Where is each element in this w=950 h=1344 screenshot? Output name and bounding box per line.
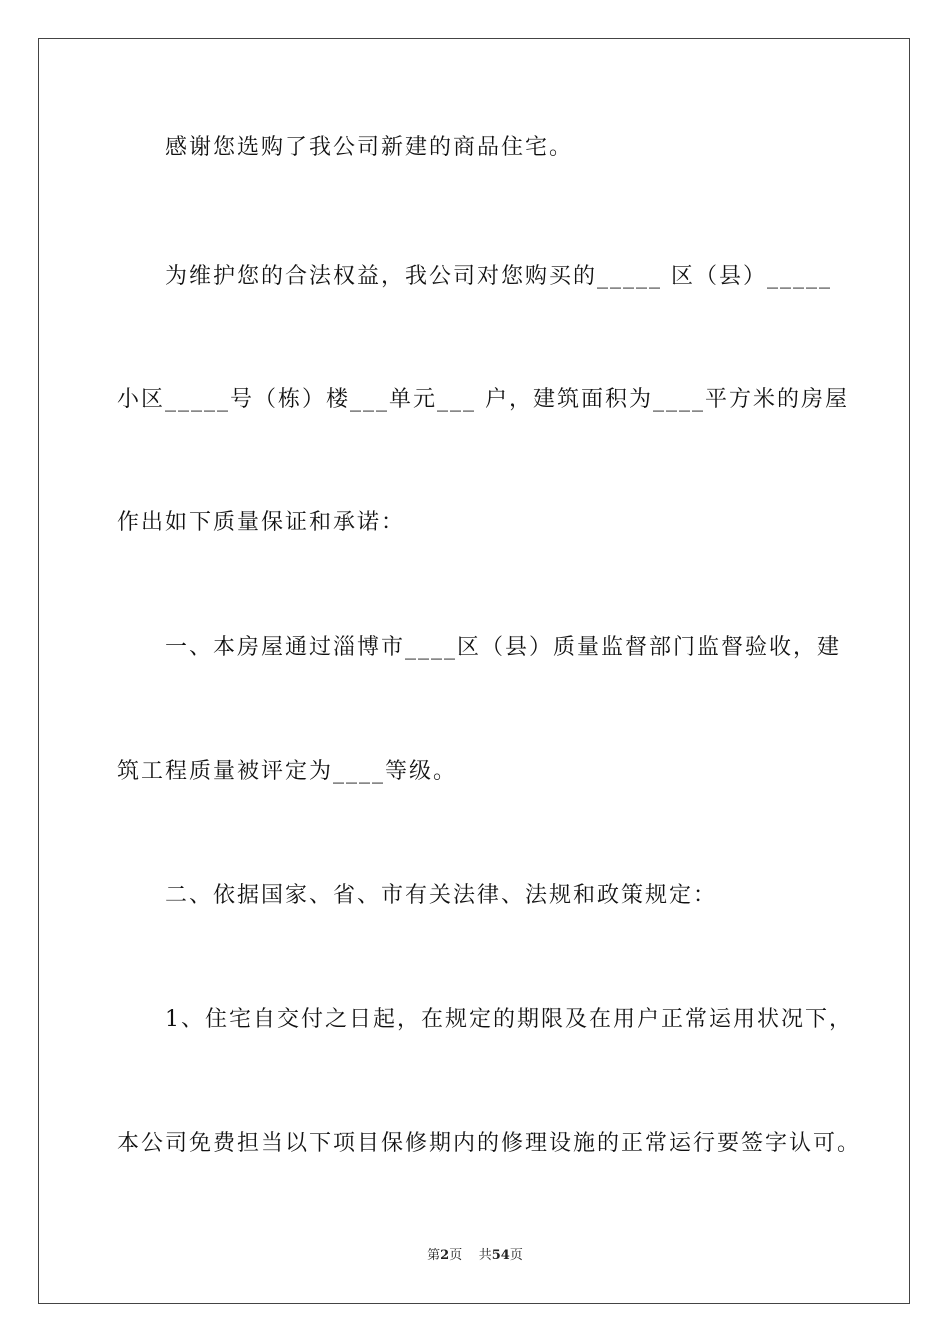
- footer-total-suffix: 页: [509, 1248, 523, 1263]
- page-border: [38, 38, 910, 1304]
- paragraph-line-2: 为维护您的合法权益，我公司对您购买的_____ 区（县）_____: [165, 264, 832, 289]
- footer-page-prefix: 第: [427, 1248, 441, 1263]
- footer-page-total: 54: [491, 1248, 510, 1263]
- paragraph-line-1: 感谢您选购了我公司新建的商品住宅。: [165, 135, 574, 160]
- footer-total-prefix: 共: [478, 1248, 492, 1263]
- paragraph-line-4: 作出如下质量保证和承诺：: [117, 510, 406, 535]
- footer-page-current: 2: [440, 1248, 450, 1263]
- paragraph-line-3: 小区_____号（栋）楼___单元___ 户，建筑面积为____平方米的房屋: [117, 387, 849, 412]
- paragraph-line-6: 筑工程质量被评定为____等级。: [117, 759, 458, 784]
- page-footer: [0, 1247, 950, 1265]
- paragraph-line-5: 一、本房屋通过淄博市____区（县）质量监督部门监督验收，建: [165, 635, 842, 660]
- paragraph-line-7: 二、依据国家、省、市有关法律、法规和政策规定：: [165, 883, 718, 908]
- paragraph-line-8: 1、住宅自交付之日起，在规定的期限及在用户正常运用状况下，: [165, 1007, 853, 1032]
- paragraph-line-9: 本公司免费担当以下项目保修期内的修理设施的正常运行要签字认可。: [117, 1131, 862, 1156]
- footer-page-suffix: 页: [449, 1248, 463, 1263]
